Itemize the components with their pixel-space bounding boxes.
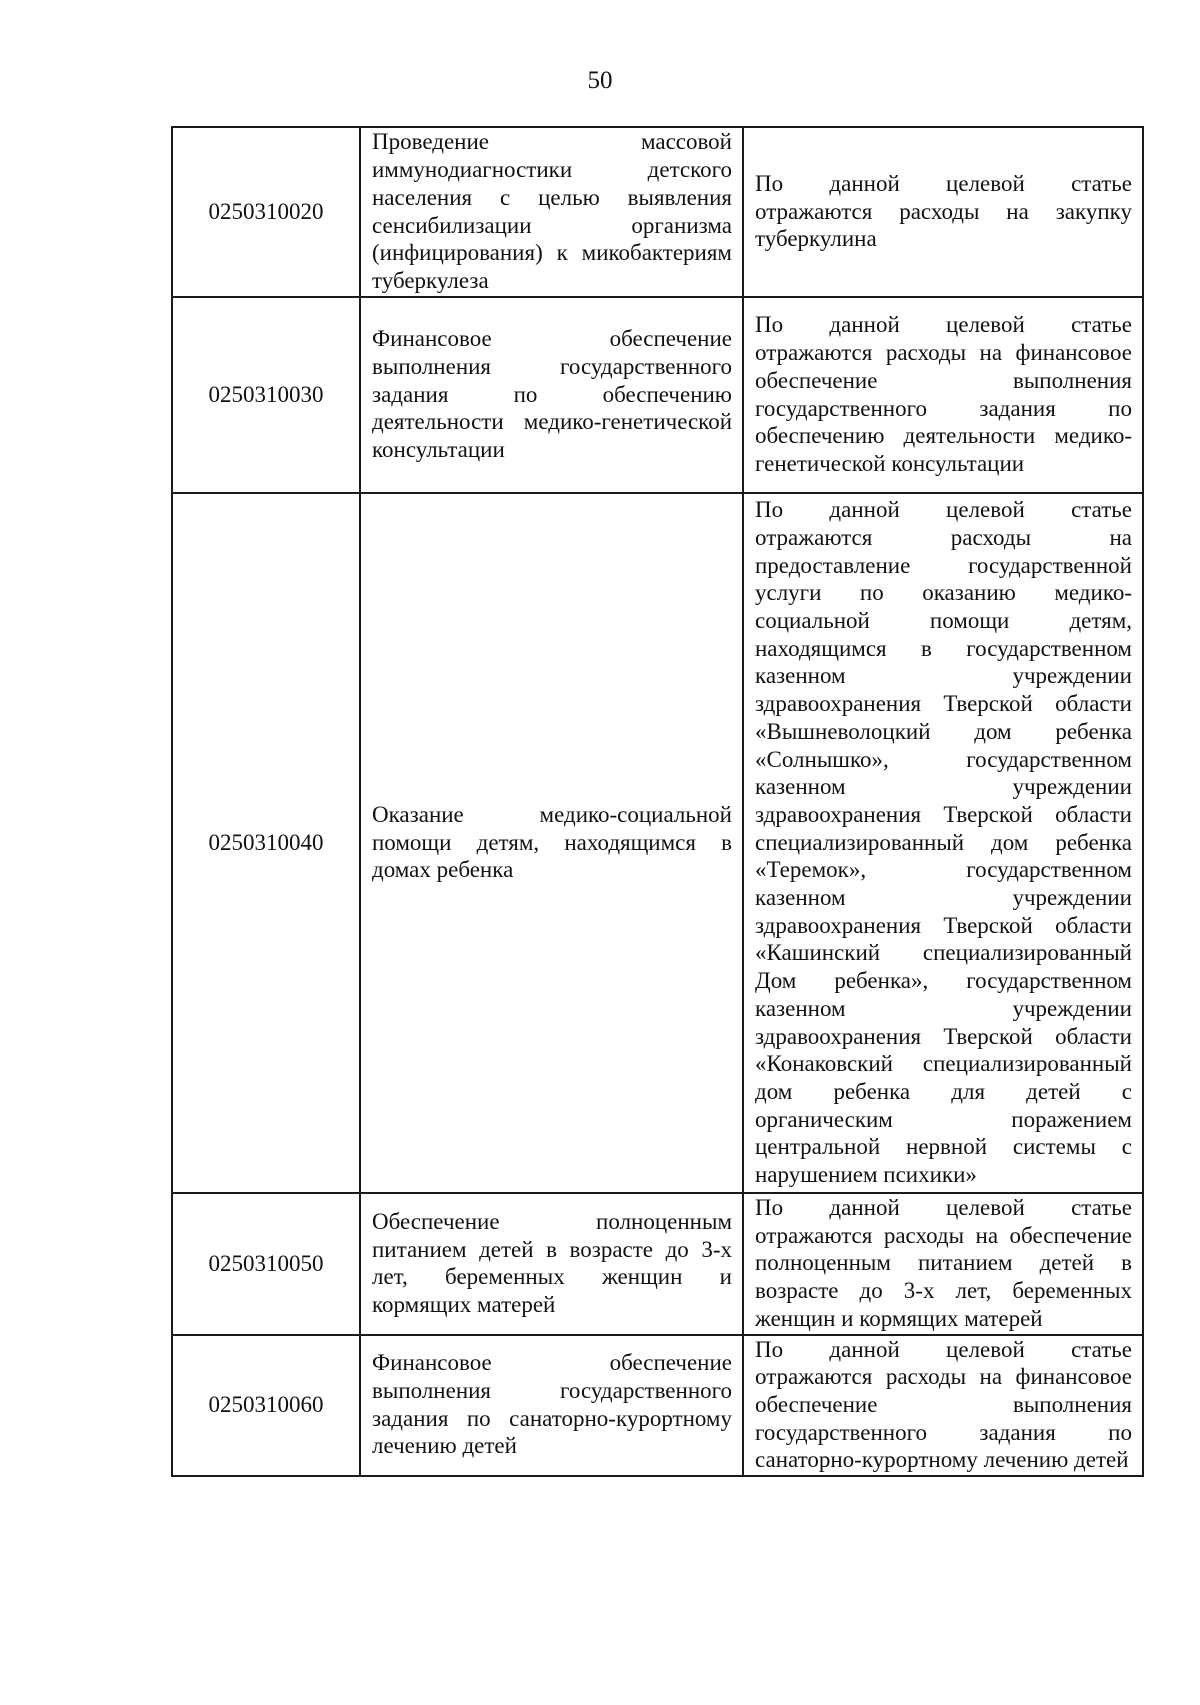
budget-classification-table [171,126,1144,1477]
target-article-code: 0250310040 [172,493,360,1193]
table-row [172,1335,1143,1477]
table-row [172,297,1143,493]
target-article-description: По данной целевой статье отражаются расходы на закупку туберкулина [743,127,1143,297]
target-article-description: По данной целевой статье отражаются расходы на финансовое обеспечение выполнения государственного задания по обеспечению деятельности медико-генетической консультации [743,297,1143,493]
table-row [172,127,1143,297]
target-article-name: Финансовое обеспечение выполнения государственного задания по обеспечению деятельности медико-генетической консультации [360,297,743,493]
table-row [172,493,1143,1193]
target-article-name: Проведение массовой иммунодиагностики детского населения с целью выявления сенсибилизации организма (инфицирования) к микобактериям туберкулеза [360,127,743,297]
target-article-name: Обеспечение полноценным питанием детей в возрасте до 3-х лет, беременных женщин и кормящих матерей [360,1193,743,1335]
target-article-name: Оказание медико-социальной помощи детям, находящимся в домах ребенка [360,493,743,1193]
target-article-code: 0250310020 [172,127,360,297]
target-article-description: По данной целевой статье отражаются расходы на обеспечение полноценным питанием детей в возрасте до 3-х лет, беременных женщин и кормящих матерей [743,1193,1143,1335]
target-article-name: Финансовое обеспечение выполнения государственного задания по санаторно-курортному лечению детей [360,1335,743,1477]
target-article-description: По данной целевой статье отражаются расходы на предоставление государственной услуги по оказанию медико-социальной помощи детям, находящимся в государственном казенном учреждении здравоохранения Тверской области «Вышневолоцкий дом ребенка «Солнышко», государственном казенном учреждении здравоохранения Тверской области специализированный дом ребенка «Теремок», государственном казенном учреждении здравоохранения Тверской области «Кашинский специализированный Дом ребенка», государственном казенном учреждении здравоохранения Тверской области «Конаковский специализированный дом ребенка для детей с органическим поражением центральной нервной системы с нарушением психики» [743,493,1143,1193]
target-article-description: По данной целевой статье отражаются расходы на финансовое обеспечение выполнения государственного задания по санаторно-курортному лечению детей [743,1335,1143,1477]
target-article-code: 0250310050 [172,1193,360,1335]
page-number: 50 [587,67,613,94]
table-row [172,1193,1143,1335]
target-article-code: 0250310060 [172,1335,360,1477]
target-article-code: 0250310030 [172,297,360,493]
